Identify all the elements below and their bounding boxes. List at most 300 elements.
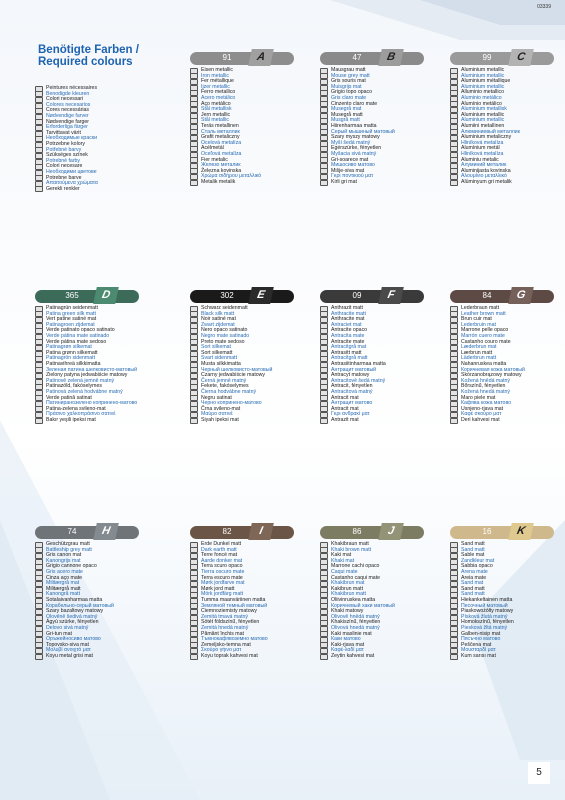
language-flag-icon bbox=[450, 180, 458, 186]
color-name-text: Galben-nisip mat bbox=[461, 630, 501, 637]
color-name-text: Black silk matt bbox=[201, 310, 235, 317]
color-name-text: Muisgrijs mat bbox=[331, 83, 362, 90]
color-name-text: Kirli gri mat bbox=[331, 178, 357, 185]
paint-number: 74 bbox=[67, 527, 77, 536]
color-name-text: Sable mat bbox=[461, 552, 485, 559]
color-name-text: Oliivinruskea matta bbox=[331, 596, 376, 603]
color-name-text: Aluminium metallisk bbox=[461, 106, 507, 113]
color-name-text: Hliníková metalíza bbox=[461, 150, 504, 157]
color-name-text: Γκρι ανθρακί ματ bbox=[331, 411, 370, 418]
paint-pill bbox=[35, 526, 139, 539]
legend-text: Potrebné farby bbox=[46, 157, 81, 164]
color-name-item bbox=[190, 654, 300, 660]
color-name-text: Patina green silk matt bbox=[46, 310, 96, 317]
color-name-list bbox=[320, 542, 430, 659]
color-name-text: Hliníková metalíza bbox=[461, 139, 504, 146]
legend-text: Erforderliga färger bbox=[46, 124, 88, 131]
color-name-text: Zeytin kahvesi mat bbox=[331, 652, 375, 659]
legend-text: Необходими цветове bbox=[46, 168, 97, 175]
color-name-text: Aluminium metallic bbox=[461, 111, 505, 118]
color-name-text: Marrone pelle opaco bbox=[461, 327, 509, 334]
color-name-text: Eisen metallic bbox=[201, 67, 234, 73]
color-name-text: Acélmetál bbox=[201, 145, 224, 152]
color-name-text: Anthrazit matt bbox=[331, 305, 364, 311]
color-name-text: Antrazit mat bbox=[331, 416, 359, 423]
color-name-list bbox=[320, 306, 430, 423]
color-name-text: Patinově zelená jemně matný bbox=[46, 377, 115, 384]
color-name-text: Каки матово bbox=[331, 636, 361, 643]
color-name-list bbox=[190, 542, 300, 659]
color-name-text: Železna kovinska bbox=[201, 167, 242, 174]
paint-number: 09 bbox=[352, 291, 362, 300]
color-name-text: Antrasiitinharmaa matta bbox=[331, 360, 386, 367]
color-name-text: Verde patinato opaco satinato bbox=[46, 327, 115, 334]
page-number: 5 bbox=[528, 762, 550, 784]
color-name-text: Антрацит матово bbox=[331, 400, 373, 407]
color-swatch bbox=[190, 286, 294, 306]
paint-pill bbox=[190, 290, 294, 303]
color-name-text: Μολυβί ανοιχτό ματ bbox=[46, 647, 91, 654]
language-flag-icon bbox=[190, 418, 198, 424]
legend-text: Benodigde kleuren bbox=[46, 90, 90, 97]
color-name-item bbox=[320, 418, 430, 424]
color-name-text: Зеленая патина шелковисто-матовый bbox=[46, 366, 138, 373]
color-name-text: Kožená hnědá matný bbox=[461, 377, 511, 384]
color-name-text: Mouse grey matt bbox=[331, 72, 370, 79]
color-name-text: Tierra oscuro mate bbox=[201, 568, 245, 575]
color-name-text: Ciemnoziemisty matowy bbox=[201, 608, 257, 615]
color-name-text: Gris claro mate bbox=[331, 94, 367, 101]
color-swatch bbox=[320, 286, 424, 306]
color-name-text: Zemitá tmavá matný bbox=[201, 613, 248, 620]
color-swatch bbox=[35, 522, 139, 542]
color-name-text: Anthracite matt bbox=[331, 310, 366, 317]
language-flag-icon bbox=[320, 418, 328, 424]
document-number: 03339 bbox=[537, 4, 551, 10]
legend-text: Необходимые краски bbox=[46, 135, 97, 142]
color-name-list bbox=[190, 68, 300, 185]
color-name-text: Nahanruskea matta bbox=[461, 360, 507, 367]
color-name-text: Aluminio metálico bbox=[461, 94, 502, 101]
legend-text: Potrzebne kolory bbox=[46, 140, 85, 147]
color-name-text: Terra escuro mate bbox=[201, 574, 243, 581]
paint-letter-badge: K bbox=[508, 523, 534, 540]
language-flag-icon bbox=[35, 654, 43, 660]
color-name-text: Antracita mate bbox=[331, 332, 365, 339]
paint-pill bbox=[35, 290, 139, 303]
color-name-text: Мишосиво матово bbox=[331, 162, 375, 169]
color-name-text: Sand matt bbox=[461, 541, 485, 547]
color-name-text: Tumma maanväriinen matta bbox=[201, 596, 266, 603]
color-name-text: Kaki-rjava mat bbox=[331, 641, 365, 648]
color-name-item bbox=[190, 180, 300, 186]
color-name-text: Sort silkematt bbox=[201, 349, 233, 356]
paint-pill bbox=[320, 290, 424, 303]
language-flag-icon bbox=[190, 654, 198, 660]
color-name-text: Коричневый хаки матовый bbox=[331, 602, 395, 609]
color-name-text: Khaki mat bbox=[331, 557, 355, 564]
color-name-text: Lederbraun matt bbox=[461, 305, 500, 311]
paint-number: 91 bbox=[222, 53, 232, 62]
color-name-text: Písková žlutá matný bbox=[461, 613, 508, 620]
color-name-text: Skórzanobrązowy matowy bbox=[461, 372, 522, 379]
legend-text: Nødvendige farger bbox=[46, 118, 89, 125]
color-name-text: Antracitgrå mat bbox=[331, 344, 367, 351]
color-name-text: Areia mate bbox=[461, 574, 487, 581]
legend-text: Nødvendige farver bbox=[46, 112, 89, 119]
color-name-text: Anthracite mat bbox=[331, 316, 365, 323]
color-name-text: Patina-zelena svileno-mat bbox=[46, 405, 106, 412]
color-name-list bbox=[450, 68, 560, 185]
color-name-text: Szary myszy matowy bbox=[331, 134, 380, 141]
color-name-text: Verde pátina mate satinado bbox=[46, 332, 110, 339]
color-name-text: Musta silkkimatta bbox=[201, 360, 241, 367]
color-name-text: Mausgrau matt bbox=[331, 67, 366, 73]
paint-number: 16 bbox=[482, 527, 492, 536]
legend-text: Colori necessari bbox=[46, 96, 84, 103]
color-column-a bbox=[190, 48, 300, 185]
color-swatch bbox=[35, 286, 139, 306]
color-name-text: Тъмнокафявоземно матово bbox=[201, 636, 268, 643]
color-name-text: Aarde donker mat bbox=[201, 557, 243, 564]
legend-text: Cores necessárias bbox=[46, 107, 89, 114]
color-name-text: Ágyú szürke, fényetlen bbox=[46, 619, 99, 626]
color-name-text: Piesková žltá matný bbox=[461, 624, 508, 631]
color-name-text: Alluminio metallico bbox=[461, 89, 504, 96]
color-column-j bbox=[320, 522, 430, 659]
color-name-text: Aluminium metallic bbox=[461, 83, 505, 90]
color-swatch bbox=[320, 48, 424, 68]
paint-pill bbox=[320, 526, 424, 539]
color-name-text: Mišje-siva mat bbox=[331, 167, 365, 174]
color-name-text: Antracitová matný bbox=[331, 388, 373, 395]
paint-number: 84 bbox=[482, 291, 492, 300]
color-name-text: Кафява кожа матово bbox=[461, 400, 512, 407]
color-name-text: Stål metallic bbox=[201, 117, 229, 124]
color-swatch bbox=[450, 522, 554, 542]
color-name-text: Battleship grey matt bbox=[46, 546, 92, 553]
color-name-text: Acero metálico bbox=[201, 94, 236, 101]
paint-letter-badge: C bbox=[508, 49, 534, 66]
color-name-text: Patina grønn silkematt bbox=[46, 349, 98, 356]
color-name-text: Deri kahvesi mat bbox=[461, 416, 500, 423]
color-name-item bbox=[320, 180, 430, 186]
color-name-text: Песочный матовый bbox=[461, 602, 508, 609]
color-name-item bbox=[450, 654, 560, 660]
color-name-text: Vert patine satiné mat bbox=[46, 316, 97, 323]
color-name-text: Olivová hnedá matný bbox=[331, 624, 380, 631]
language-flag-icon bbox=[450, 654, 458, 660]
color-name-text: Cinzento claro mate bbox=[331, 100, 378, 107]
paint-pill bbox=[190, 52, 294, 65]
color-name-text: Пясъчно матово bbox=[461, 636, 501, 643]
color-name-text: Χρώμα σιδήρου μεταλλικό bbox=[201, 173, 262, 180]
color-name-text: Коричневая кожа матовый bbox=[461, 366, 525, 373]
paint-letter-badge: B bbox=[378, 49, 404, 66]
color-name-text: Dark earth matt bbox=[201, 546, 237, 553]
color-name-text: Khakiszínű, fényetlen bbox=[331, 619, 381, 626]
legend-text: Szükséges színek bbox=[46, 152, 88, 159]
color-name-text: Kum sarısı mat bbox=[461, 652, 496, 659]
color-name-text: Antracit, fényetlen bbox=[331, 383, 373, 390]
color-name-text: Piaskowożółty matowy bbox=[461, 608, 514, 615]
color-name-text: Оръжейносиво матово bbox=[46, 636, 101, 643]
color-name-text: Caqui mate bbox=[331, 568, 358, 575]
color-name-text: Egérszürke, fényetlen bbox=[331, 145, 382, 152]
color-name-text: Antracyt matowy bbox=[331, 372, 370, 379]
color-name-text: Peščena mat bbox=[461, 641, 492, 648]
color-column-d bbox=[35, 286, 145, 423]
color-name-text: Καφέ σκούρο ματ bbox=[461, 411, 502, 418]
color-name-text: Patinová zelená hodvábne matný bbox=[46, 388, 123, 395]
color-name-text: Läderbrun matt bbox=[461, 355, 497, 362]
legend-text: Potřebné barvy bbox=[46, 146, 82, 153]
color-name-text: Γκρι ποντικιού ματ bbox=[331, 173, 374, 180]
color-name-text: Fekete, fakóselymes bbox=[201, 383, 249, 390]
color-swatch bbox=[450, 48, 554, 68]
color-swatch bbox=[450, 286, 554, 306]
paint-letter-badge: I bbox=[248, 523, 274, 540]
color-name-text: Noir satiné mat bbox=[201, 316, 236, 323]
color-name-text: Gris canon mat bbox=[46, 552, 82, 559]
color-name-text: Črna svileno-mat bbox=[201, 405, 241, 412]
color-name-list bbox=[450, 306, 560, 423]
language-flag-icon bbox=[320, 654, 328, 660]
color-name-text: Antracite mate bbox=[331, 338, 365, 345]
color-name-text: Patinagrøn silkemat bbox=[46, 344, 92, 351]
color-name-text: Negru satinat bbox=[201, 394, 232, 401]
color-name-text: Kožená hnedá matný bbox=[461, 388, 511, 395]
color-column-f bbox=[320, 286, 430, 423]
color-name-text: Sand matt bbox=[461, 546, 485, 553]
color-name-text: Aluminium metaliczny bbox=[461, 134, 512, 141]
color-name-text: Alumínio metálico bbox=[461, 100, 502, 107]
color-name-text: Patinagrün seidenmatt bbox=[46, 305, 98, 311]
color-name-text: Alumiini metallinen bbox=[461, 122, 505, 129]
paint-number: 302 bbox=[220, 291, 234, 300]
paint-letter-badge: F bbox=[378, 287, 404, 304]
color-name-text: Alumínium metál bbox=[461, 145, 500, 152]
color-name-text: Zemeljsko-temna mat bbox=[201, 641, 251, 648]
color-name-text: Jern metallic bbox=[201, 111, 231, 118]
color-name-text: Железо металик bbox=[201, 162, 241, 169]
color-name-list bbox=[35, 306, 145, 423]
color-name-text: Grafit metaliczny bbox=[201, 134, 240, 141]
color-name-text: Mørk jord matt bbox=[201, 585, 235, 592]
color-name-text: Brun cuir mat bbox=[461, 316, 492, 323]
paint-pill bbox=[190, 526, 294, 539]
color-name-text: Patinagroen zijdemat bbox=[46, 321, 95, 328]
color-name-text: Hiirenharmaa matta bbox=[331, 122, 377, 129]
color-name-text: Sötét földszínű, fényetlen bbox=[201, 619, 260, 626]
color-name-text: Hiekankeltainen matta bbox=[461, 596, 513, 603]
color-name-text: Maro piele mat bbox=[461, 394, 496, 401]
color-column-g bbox=[450, 286, 560, 423]
color-name-text: Szary bazaltowy matowy bbox=[46, 608, 104, 615]
color-name-text: Bakır yeşili ipeksi mat bbox=[46, 416, 96, 423]
color-name-text: Alüminyum gri metalik bbox=[461, 178, 512, 185]
color-name-text: Sort silkemat bbox=[201, 344, 231, 351]
color-name-text: Castanho caqui mate bbox=[331, 574, 381, 581]
color-name-text: Kakibrun matt bbox=[331, 585, 364, 592]
color-name-item bbox=[450, 180, 560, 186]
color-name-text: Sand matt bbox=[461, 585, 485, 592]
language-flag-icon bbox=[35, 418, 43, 424]
color-name-text: Zemitá hnedá matný bbox=[201, 624, 249, 631]
legend-text: Potrebne barve bbox=[46, 174, 82, 181]
color-swatch bbox=[320, 522, 424, 542]
paint-number: 86 bbox=[352, 527, 362, 536]
legend-text: Peintures nécessaires bbox=[46, 85, 98, 91]
color-name-text: Lærbrun matt bbox=[461, 349, 493, 356]
color-name-text: Ocelová metalíza bbox=[201, 139, 242, 146]
color-name-text: Marrón cuero mate bbox=[461, 332, 505, 339]
color-name-text: Черно копринено-матово bbox=[201, 400, 262, 407]
color-name-item bbox=[35, 418, 145, 424]
color-name-text: Aluminium metallic bbox=[461, 72, 505, 79]
color-swatch bbox=[190, 48, 294, 68]
legend-text: Colores necesarios bbox=[46, 101, 91, 108]
color-name-text: Сталь металлик bbox=[201, 128, 240, 135]
color-column-i bbox=[190, 522, 300, 659]
color-name-text: Musegrå matt bbox=[331, 111, 363, 118]
color-name-text: Bőrszínű, fényetlen bbox=[461, 383, 506, 390]
color-name-text: Земляной темный матовый bbox=[201, 602, 268, 609]
color-name-text: Sabbia opaco bbox=[461, 563, 493, 570]
color-name-text: Čierna hodvábne matný bbox=[201, 388, 257, 395]
color-name-text: Αλουμίνιο μεταλλικό bbox=[461, 173, 507, 180]
color-column-k bbox=[450, 522, 560, 659]
color-column-e bbox=[190, 286, 300, 423]
color-name-text: Pământ închis mat bbox=[201, 630, 244, 637]
color-name-text: Olivově hnědá matný bbox=[331, 613, 380, 620]
paint-pill bbox=[320, 52, 424, 65]
color-name-text: Geschützgrau matt bbox=[46, 541, 90, 547]
color-name-text: Erde Dunkel matt bbox=[201, 541, 242, 547]
color-name-text: Khakibrun mat bbox=[331, 580, 365, 587]
color-name-text: Patinagrön sidenmatt bbox=[46, 355, 96, 362]
color-name-text: Grigio topo opaco bbox=[331, 89, 372, 96]
paint-number: 365 bbox=[65, 291, 79, 300]
paint-number: 99 bbox=[482, 53, 492, 62]
color-name-text: Aluminium metallic bbox=[461, 67, 505, 73]
color-name-text: Antracitgrå matt bbox=[331, 355, 368, 362]
color-name-text: Khaki matowy bbox=[331, 608, 364, 615]
legend-text: Tarvittavat värit bbox=[46, 129, 81, 136]
paint-pill bbox=[450, 526, 554, 539]
color-name-text: Антрацит матовый bbox=[331, 366, 377, 373]
color-name-text: Khaki brown matt bbox=[331, 546, 372, 553]
color-name-item bbox=[190, 418, 300, 424]
color-name-text: Antracit mat bbox=[331, 394, 359, 401]
color-name-list bbox=[35, 542, 145, 659]
color-name-text: Antrasitt matt bbox=[331, 349, 362, 356]
color-name-text: Алуминий металик bbox=[461, 162, 507, 169]
color-name-text: Verde pátina mate sedoso bbox=[46, 338, 107, 345]
paint-number: 47 bbox=[352, 53, 362, 62]
legend-list bbox=[35, 86, 185, 192]
color-name-text: Μαύρο σατινέ bbox=[201, 411, 233, 418]
color-name-text: Siyah ipeksi mat bbox=[201, 416, 239, 423]
color-name-text: Grigio cannone opaco bbox=[46, 563, 97, 570]
language-legend bbox=[35, 86, 185, 192]
paint-number: 82 bbox=[222, 527, 232, 536]
color-swatch bbox=[190, 522, 294, 542]
color-name-text: Mørk jordfarve mat bbox=[201, 580, 245, 587]
color-name-text: Preto mate sedoso bbox=[201, 338, 245, 345]
color-name-text: Sand mat bbox=[461, 580, 484, 587]
color-name-text: Cinza aço mate bbox=[46, 574, 83, 581]
color-name-text: Musgrå matt bbox=[331, 117, 360, 124]
color-name-text: Antracitově šedá matný bbox=[331, 377, 386, 384]
color-name-text: Gri-soarece mat bbox=[331, 156, 369, 163]
color-column-c bbox=[450, 48, 560, 185]
color-name-text: Kanongrå matt bbox=[46, 591, 81, 598]
color-name-text: Arena mate bbox=[461, 568, 488, 575]
color-name-text: Gris acero mate bbox=[46, 568, 83, 575]
color-name-text: Schwarz seidenmatt bbox=[201, 305, 248, 311]
color-name-text: Oceľová metalíza bbox=[201, 150, 242, 157]
color-name-text: Teräs metallinen bbox=[201, 122, 239, 129]
paint-letter-badge: J bbox=[378, 523, 404, 540]
color-name-text: Серый мышиный матовый bbox=[331, 128, 395, 135]
color-name-text: Verde patină satinat bbox=[46, 394, 92, 401]
color-name-text: Aluminijasta kovinska bbox=[461, 167, 511, 174]
color-name-text: Zielony patyna jedwabiście matowy bbox=[46, 372, 128, 379]
color-name-text: Svart sidenmatt bbox=[201, 355, 238, 362]
color-name-text: Nero opaco satinato bbox=[201, 327, 248, 334]
color-name-text: Olověně šedivá matný bbox=[46, 613, 98, 620]
color-name-text: Negro mate satinado bbox=[201, 332, 250, 339]
color-name-text: Militærgrå mat bbox=[46, 580, 80, 587]
color-name-text: Zandkleur mat bbox=[461, 557, 495, 564]
color-name-list bbox=[320, 68, 430, 185]
color-name-text: Fer métallique bbox=[201, 78, 234, 85]
color-name-text: Antracit mat bbox=[331, 405, 359, 412]
color-name-text: Myší šedá matný bbox=[331, 139, 371, 146]
color-name-text: Ferro metallico bbox=[201, 89, 236, 96]
color-name-text: Koyu metal grisi mat bbox=[46, 652, 93, 659]
color-name-text: Læderbrun mat bbox=[461, 344, 497, 351]
paint-letter-badge: G bbox=[508, 287, 534, 304]
color-name-text: Lederbruin mat bbox=[461, 321, 496, 328]
color-name-text: Aluminium métallique bbox=[461, 78, 511, 85]
color-name-text: Fier metalic bbox=[201, 156, 228, 163]
color-name-text: Kanongrijs mat bbox=[46, 557, 81, 564]
color-name-text: Antraciet mat bbox=[331, 321, 362, 328]
language-flag-icon bbox=[320, 180, 328, 186]
legend-text: Gerekli renkler bbox=[46, 185, 80, 192]
color-name-text: Czarny jedwabiście matowy bbox=[201, 372, 266, 379]
color-name-text: Алюминиевый металлик bbox=[461, 128, 520, 135]
color-name-text: Castanho couro mate bbox=[461, 338, 511, 345]
paint-letter-badge: E bbox=[248, 287, 274, 304]
color-name-text: Σκούρο γήινο ματ bbox=[201, 647, 242, 654]
color-name-text: Mörk jordfärg matt bbox=[201, 591, 244, 598]
color-name-text: Metalik metalik bbox=[201, 178, 236, 185]
paint-letter-badge: H bbox=[93, 523, 119, 540]
color-name-text: Ijzer metallic bbox=[201, 83, 230, 90]
color-name-text: Aluminium metallic bbox=[461, 117, 505, 124]
color-name-text: Khakibrun matt bbox=[331, 591, 366, 598]
color-name-text: Patinavihreä silkkimatta bbox=[46, 360, 101, 367]
color-name-text: Terre foncé mat bbox=[201, 552, 238, 559]
color-name-text: Antracite opaco bbox=[331, 327, 368, 334]
color-name-item bbox=[320, 654, 430, 660]
color-name-list bbox=[450, 542, 560, 659]
color-name-text: Patinazöld, fakóselymes bbox=[46, 383, 102, 390]
color-name-text: Zwart zijdemat bbox=[201, 321, 235, 328]
